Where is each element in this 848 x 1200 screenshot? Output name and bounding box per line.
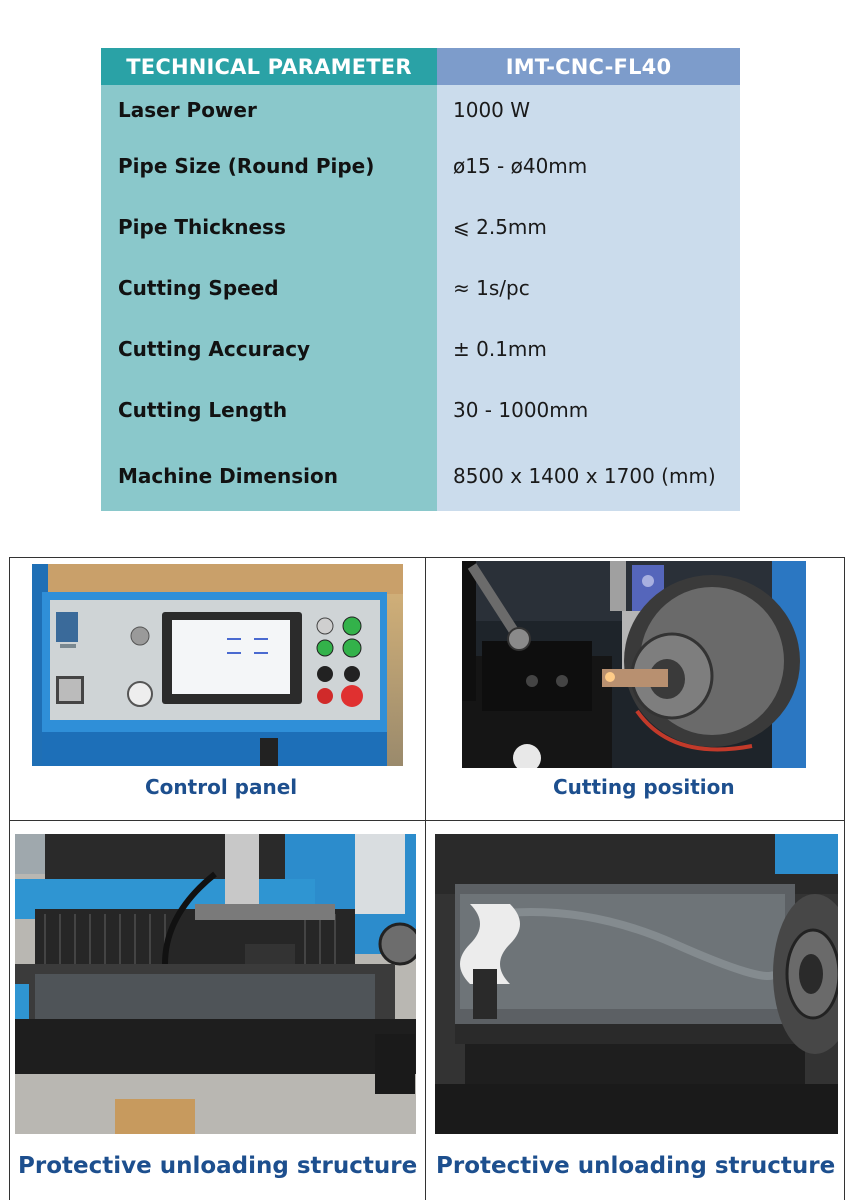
- row-label: Pipe Size (Round Pipe): [101, 135, 437, 196]
- row-label: Pipe Thickness: [101, 196, 437, 257]
- photo-cell-unloading-left: [9, 821, 425, 1200]
- row-label: Cutting Speed: [101, 257, 437, 318]
- row-value: 1000 W: [437, 85, 740, 135]
- photo-caption: Protective unloading structure: [436, 1153, 836, 1179]
- table-row: [101, 135, 740, 196]
- row-label: Cutting Length: [101, 379, 437, 440]
- table-header-row: [101, 48, 740, 85]
- table-row: [101, 85, 740, 135]
- row-value: ± 0.1mm: [437, 318, 740, 379]
- row-value: ⩽ 2.5mm: [437, 196, 740, 257]
- unloading-left-photo: [15, 834, 416, 1134]
- table-row: [101, 318, 740, 379]
- technical-parameter-table: [101, 48, 740, 511]
- photo-cell-cutting-position: [425, 557, 845, 821]
- table-row: [101, 196, 740, 257]
- photo-cell-unloading-right: [425, 821, 845, 1200]
- photo-caption: Protective unloading structure: [18, 1153, 418, 1179]
- row-value: ≈ 1s/pc: [437, 257, 740, 318]
- row-label: Machine Dimension: [101, 440, 437, 511]
- row-label: Cutting Accuracy: [101, 318, 437, 379]
- photo-grid: [9, 557, 845, 1200]
- table-row: [101, 440, 740, 511]
- header-parameter: TECHNICAL PARAMETER: [101, 48, 437, 85]
- unloading-right-photo: [435, 834, 838, 1134]
- table-row: [101, 257, 740, 318]
- row-label: Laser Power: [101, 85, 437, 135]
- row-value: 8500 x 1400 x 1700 (mm): [437, 440, 740, 511]
- control-panel-photo: [32, 564, 403, 766]
- cutting-position-photo: [462, 561, 806, 768]
- photo-caption: Cutting position: [553, 775, 735, 799]
- header-model: IMT-CNC-FL40: [437, 48, 740, 85]
- photo-cell-control-panel: [9, 557, 425, 821]
- table-row: [101, 379, 740, 440]
- photo-caption: Control panel: [145, 775, 298, 799]
- row-value: ø15 - ø40mm: [437, 135, 740, 196]
- row-value: 30 - 1000mm: [437, 379, 740, 440]
